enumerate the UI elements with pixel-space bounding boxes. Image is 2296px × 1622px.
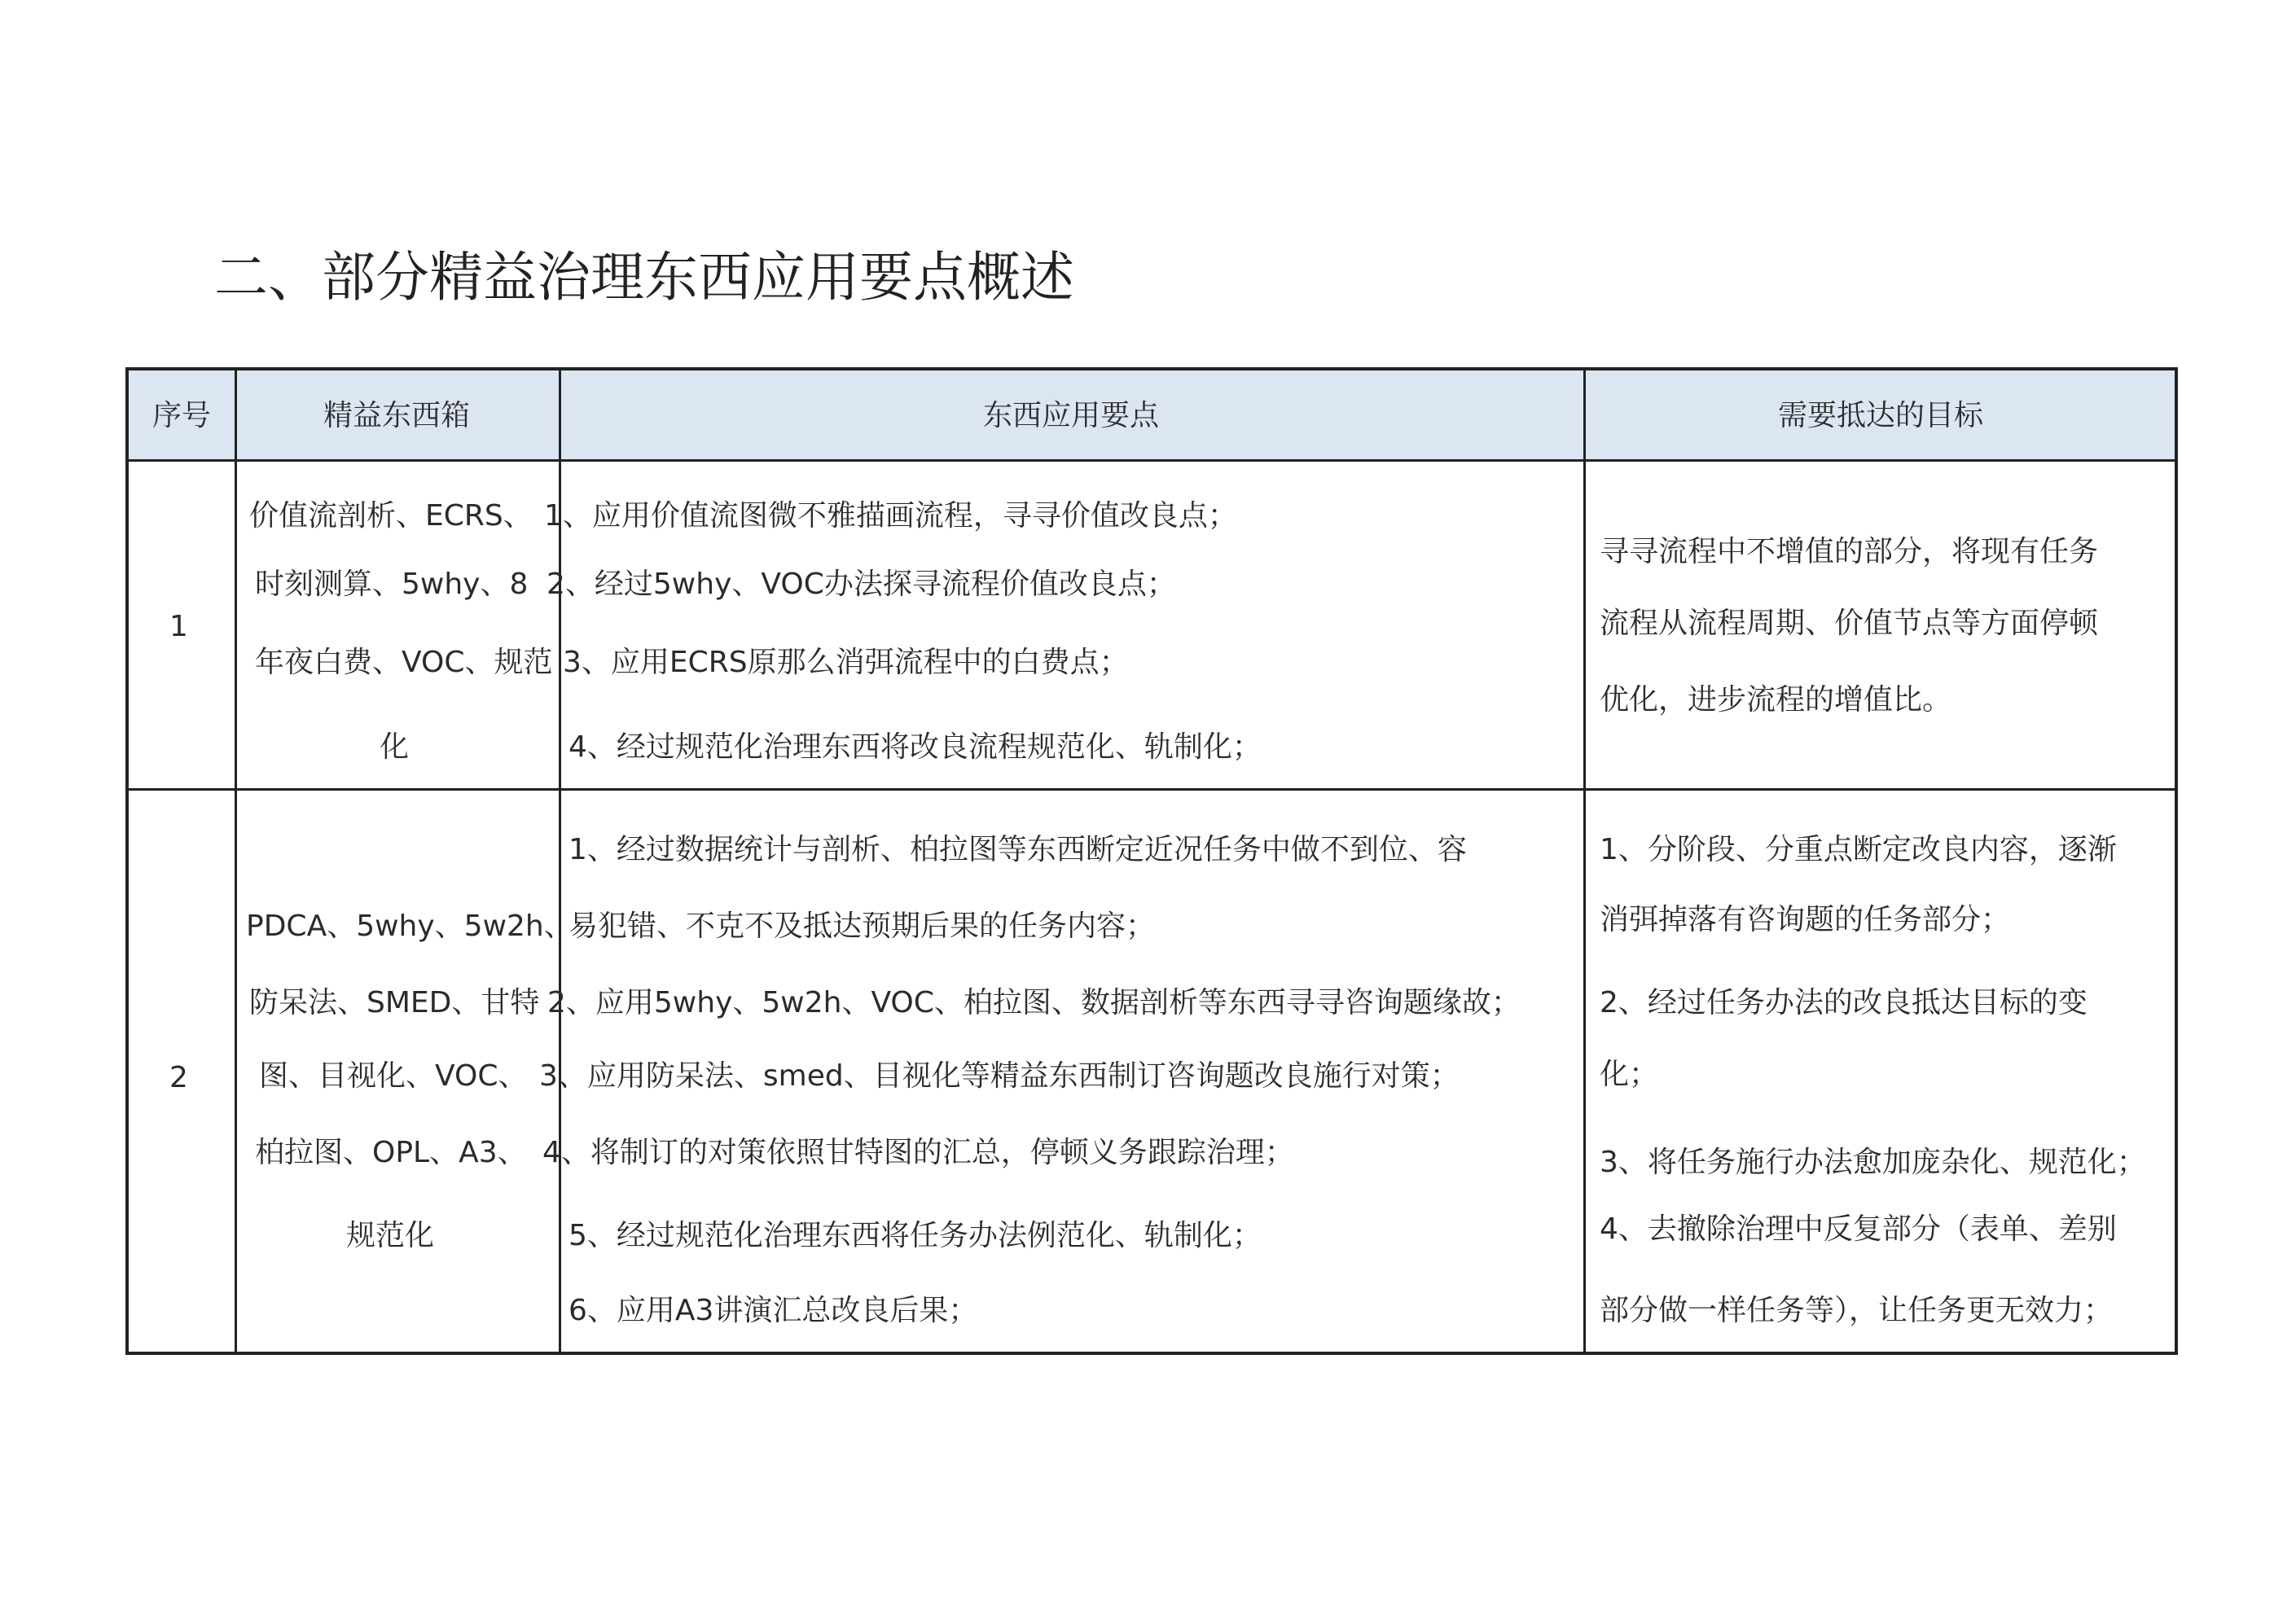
- header-key-points: 东西应用要点: [982, 399, 1159, 432]
- row-1-tools-line: 价值流剖析、ECRS、: [249, 499, 533, 533]
- row-2-goal: 1、分阶段、分重点断定改良内容，逐渐: [1600, 833, 2117, 866]
- summary-table: [125, 367, 2178, 1355]
- row-1-point: 3、应用ECRS原那么消弭流程中的白费点；: [563, 646, 1129, 679]
- row-2-point: 4、将制订的对策依照甘特图的汇总，停顿义务跟踪治理；: [542, 1136, 1294, 1169]
- column-divider: [235, 370, 237, 1352]
- header-index: 序号: [151, 399, 211, 432]
- row-2-goal: 化；: [1600, 1058, 1659, 1091]
- row-1-goal: 流程从流程周期、价值节点等方面停顿: [1600, 607, 2099, 640]
- row-2-tools-line: 防呆法、SMED、甘特: [249, 986, 540, 1019]
- row-2-tools-line: 规范化: [346, 1219, 435, 1252]
- row-2-point: 6、应用A3讲演汇总改良后果；: [569, 1294, 978, 1327]
- row-2-goal: 2、经过任务办法的改良抵达目标的变: [1600, 986, 2087, 1019]
- header-tools: 精益东西箱: [323, 399, 470, 432]
- row-2-goal: 部分做一样任务等），让任务更无效力；: [1600, 1294, 2114, 1327]
- column-divider: [1583, 370, 1586, 1352]
- row-2-tools-line: PDCA、5why、5w2h、: [246, 910, 573, 943]
- row-1-index: 1: [169, 610, 188, 643]
- row-2-point: 易犯错、不克不及抵达预期后果的任务内容；: [569, 910, 1156, 943]
- row-2-index: 2: [169, 1061, 188, 1094]
- row-2-tools-line: 图、目视化、VOC、: [259, 1059, 528, 1093]
- row-1-tools-line: 年夜白费、VOC、规范: [255, 646, 553, 679]
- row-1-tools-line: 时刻测算、5why、8: [255, 568, 529, 601]
- row-1-point: 1、应用价值流图微不雅描画流程，寻寻价值改良点；: [544, 499, 1237, 533]
- row-2-tools-line: 柏拉图、OPL、A3、: [255, 1136, 527, 1169]
- row-2-point: 5、经过规范化治理东西将任务办法例范化、轨制化；: [569, 1219, 1262, 1252]
- row-2-goal: 消弭掉落有咨询题的任务部分；: [1600, 903, 2011, 936]
- row-2-point: 2、应用5why、5w2h、VOC、柏拉图、数据剖析等东西寻寻咨询题缘故；: [547, 986, 1521, 1019]
- row-2-point: 1、经过数据统计与剖析、柏拉图等东西断定近况任务中做不到位、容: [569, 833, 1467, 866]
- header-goals: 需要抵达的目标: [1777, 399, 1983, 432]
- row-2-goal: 3、将任务施行办法愈加庞杂化、规范化；: [1600, 1146, 2146, 1179]
- row-1-goal: 寻寻流程中不增值的部分，将现有任务: [1600, 535, 2099, 568]
- row-1-tools-line: 化: [380, 730, 410, 764]
- row-divider: [129, 788, 2175, 791]
- row-2-point: 3、应用防呆法、smed、目视化等精益东西制订咨询题改良施行对策；: [539, 1059, 1460, 1093]
- row-1-point: 2、经过5why、VOC办法探寻流程价值改良点；: [547, 568, 1176, 601]
- row-2-goal: 4、去撤除治理中反复部分（表单、差别: [1600, 1212, 2117, 1246]
- row-1-point: 4、经过规范化治理东西将改良流程规范化、轨制化；: [569, 730, 1262, 764]
- page-title: 二、部分精益治理东西应用要点概述: [214, 246, 1074, 309]
- row-1-goal: 优化，进步流程的增值比。: [1600, 683, 1952, 717]
